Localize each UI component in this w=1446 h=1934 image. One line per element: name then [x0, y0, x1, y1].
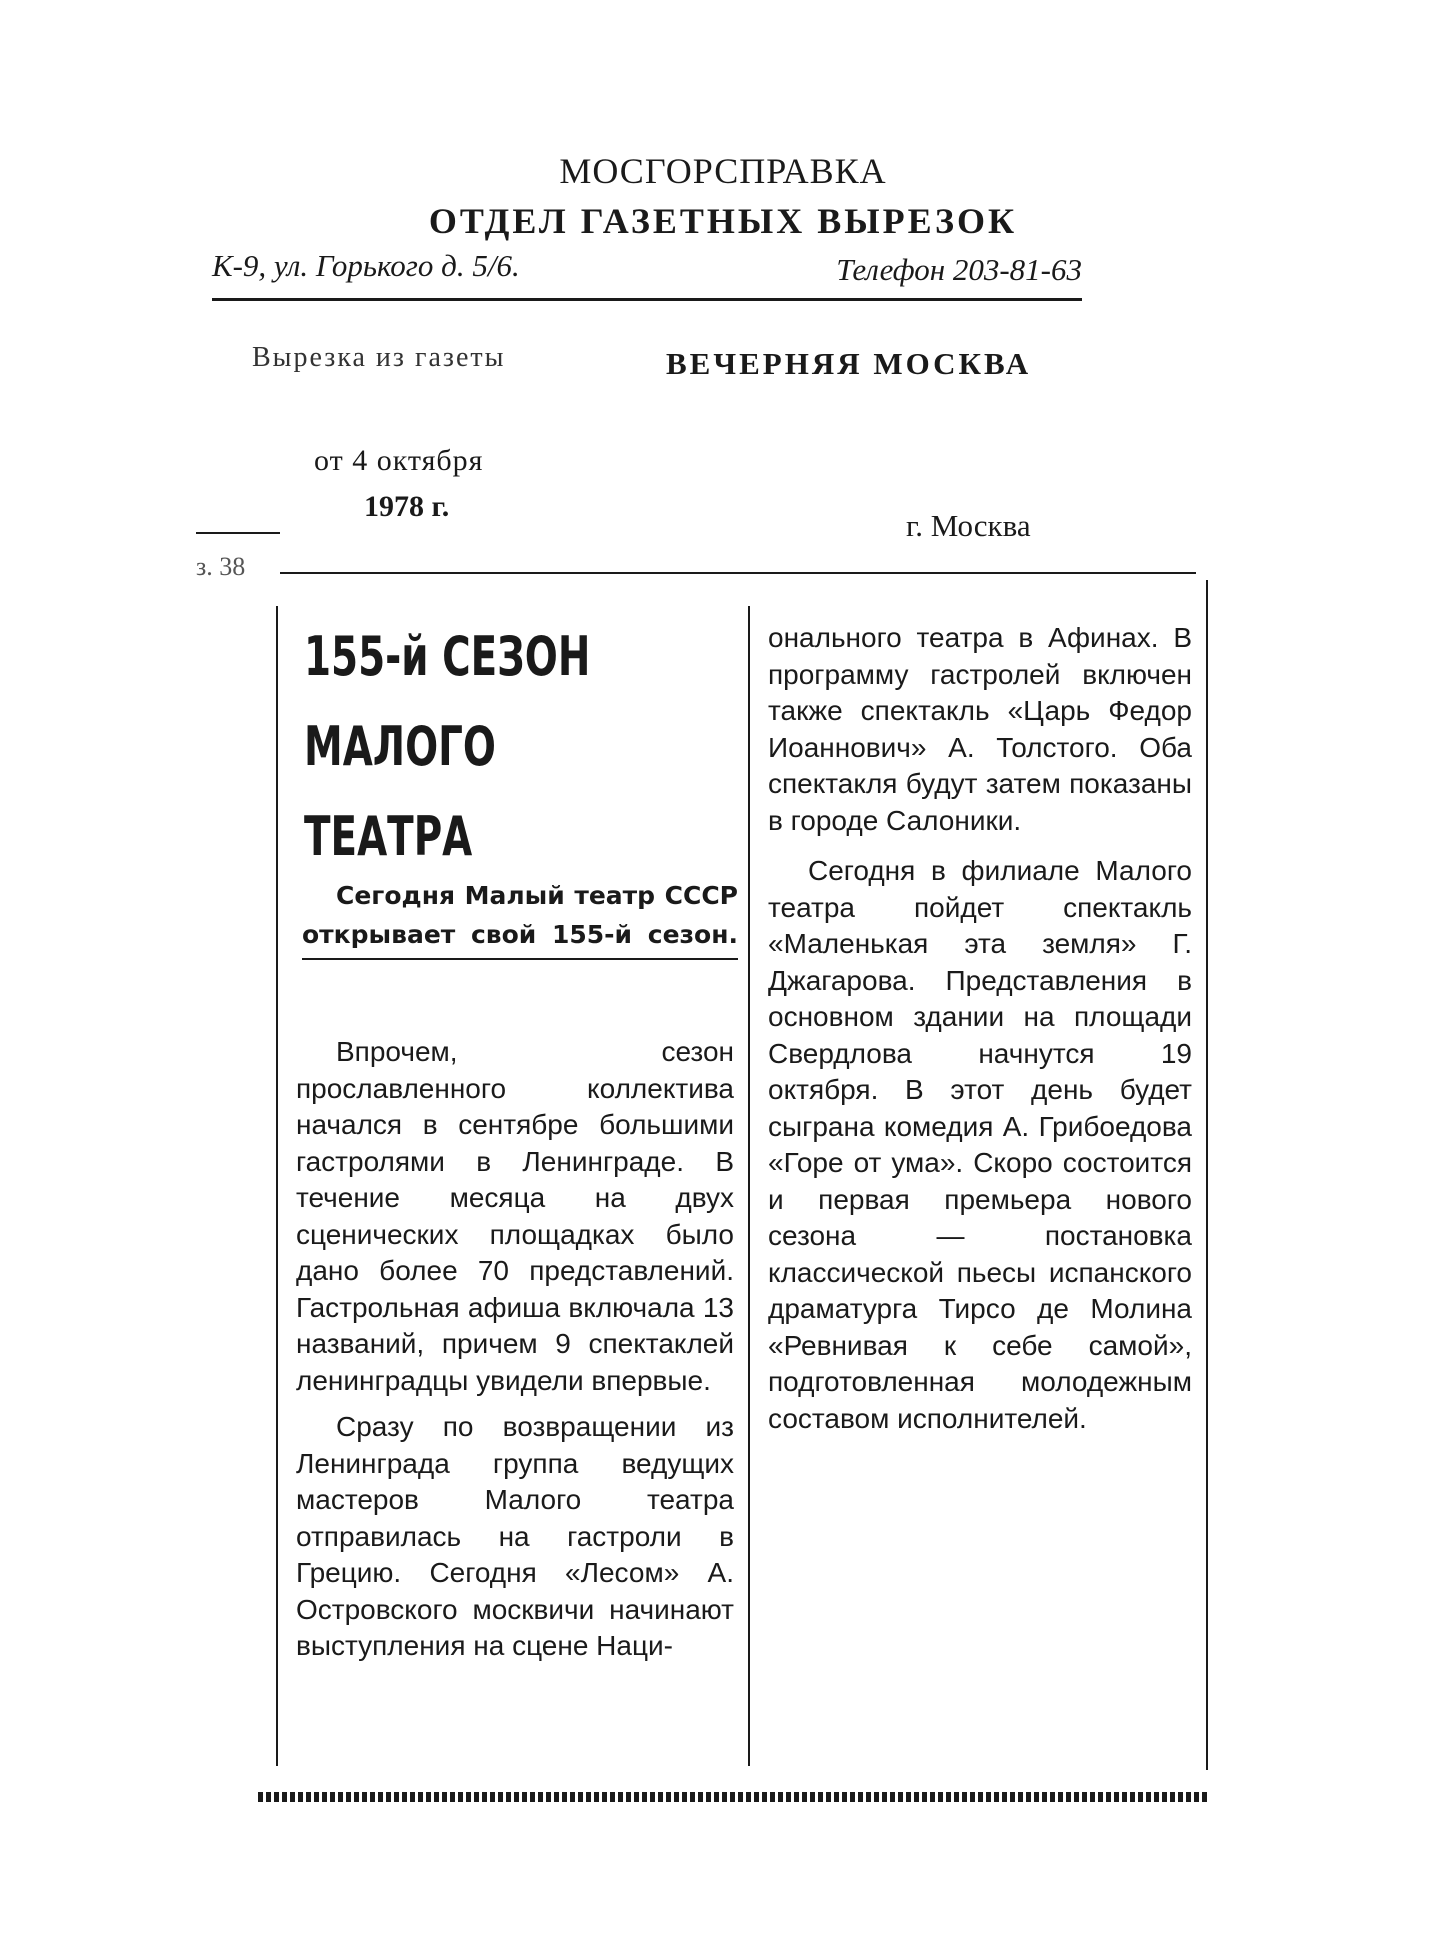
headline-line: ТЕАТРА	[304, 805, 473, 868]
middle-column-rule	[748, 606, 750, 1766]
address-line	[212, 248, 1082, 301]
article-column-left	[296, 1034, 734, 1665]
department-name: ОТДЕЛ ГАЗЕТНЫХ ВЫРЕЗОК	[428, 201, 1018, 241]
header-divider	[280, 572, 1196, 574]
newspaper-name: ВЕЧЕРНЯЯ МОСКВА	[666, 346, 1032, 381]
article-paragraph: Сегодня в филиале Малого театра пойдет спектакль «Маленькая эта земля» Г. Джагарова. Представления в основном здании на площади Свердлова начнутся 19 октября. В этот день будет сыграна комедия А. Грибоедова «Горе от ума». Скоро состоится и первая премьера нового сезона — постановка классической пьесы испанского драматурга Тирсо де Молина «Ревнивая к себе самой», подготовленная молодежным составом исполнителей.	[768, 855, 1192, 1434]
page-number: з. 38	[196, 552, 246, 581]
phone-text: Телефон 203-81-63	[836, 252, 1082, 287]
headline-line: 155-й СЕЗОН	[304, 625, 591, 688]
right-column-rule	[1206, 580, 1208, 1770]
org-name: МОСГОРСПРАВКА	[559, 151, 887, 191]
article-paragraph: Сразу по возвращении из Ленинграда группа ведущих мастеров Малого театра отправилась на гастроли в Грецию. Сегодня «Лесом» А. Островского москвичи начинают выступления на сцене Наци-	[296, 1411, 734, 1661]
article-headline	[304, 612, 621, 882]
clipping-city: г. Москва	[906, 508, 1031, 543]
article-paragraph: онального театра в Афинах. В программу гастролей включен также спектакль «Царь Федор Иоаннович» А. Толстого. Оба спектакля будут затем показаны в городе Салоники.	[768, 622, 1192, 836]
dotted-cut-line	[258, 1792, 1208, 1802]
lead-text: Сегодня Малый театр СССР открывает свой 155-й сезон.	[302, 881, 738, 949]
article-paragraph: Впрочем, сезон прославленного коллектива начался в сентябре большими гастролями в Ленинграде. В течение месяца на двух сценических площадках было дано более 70 представлений. Гастрольная афиша включала 13 названий, причем 9 спектаклей ленинградцы увидели впервые.	[296, 1036, 734, 1396]
address-text: К-9, ул. Горького д. 5/6.	[212, 248, 520, 283]
short-divider	[196, 532, 280, 534]
headline-line: МАЛОГО	[304, 715, 496, 778]
left-column-rule	[276, 606, 278, 1766]
article-lead	[302, 876, 738, 960]
clipping-label: Вырезка из газеты	[252, 342, 506, 373]
clipping-year: 1978 г.	[364, 490, 450, 523]
article-column-right	[768, 620, 1192, 1437]
clipping-date: от 4 октября	[314, 444, 484, 477]
